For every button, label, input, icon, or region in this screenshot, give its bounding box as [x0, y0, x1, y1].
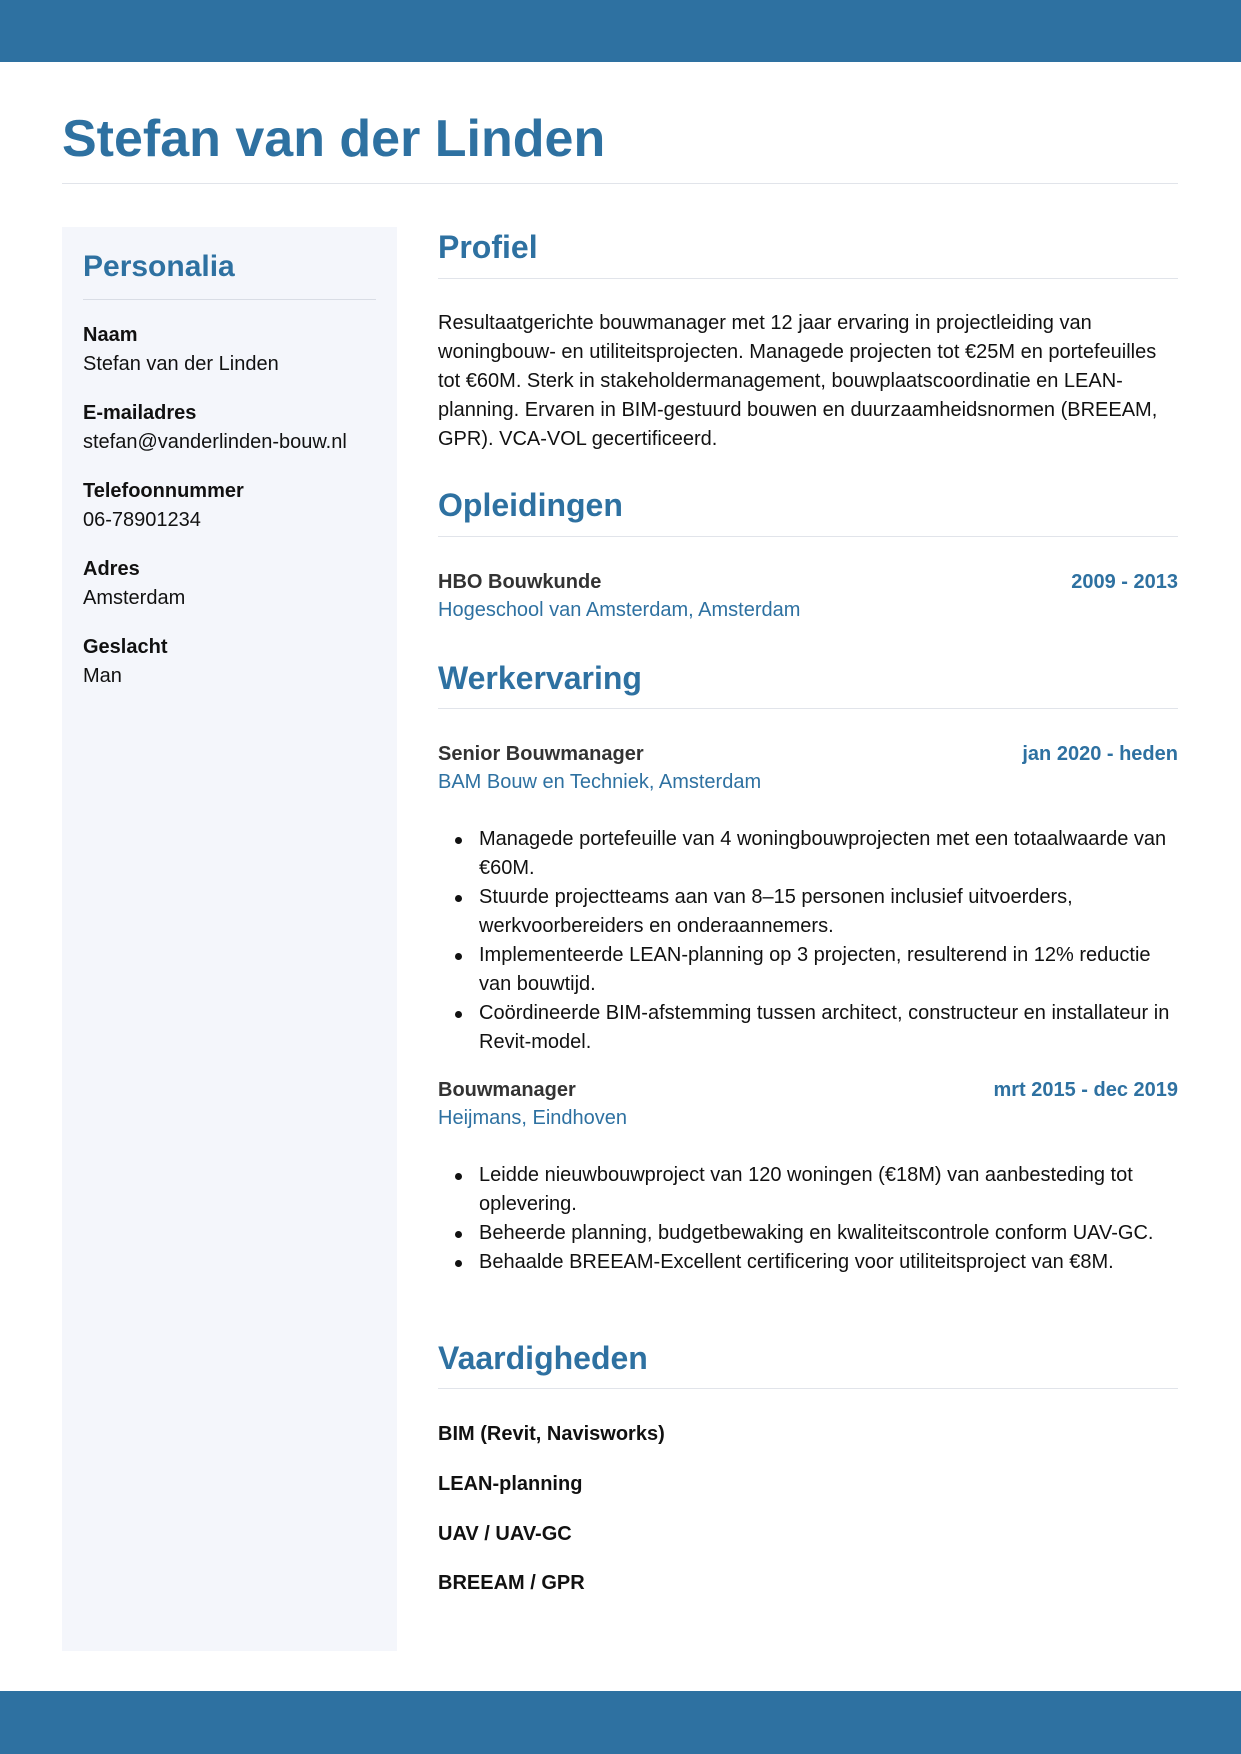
- job-date: mrt 2015 - dec 2019: [993, 1079, 1178, 1101]
- personalia-item-geslacht: [83, 633, 383, 711]
- personalia-value: Stefan van der Linden: [83, 353, 279, 375]
- personalia-value: Man: [83, 665, 122, 687]
- job-bullet: Behaalde BREEAM-Excellent certificering voor utiliteitsproject van €8M.: [438, 1248, 1178, 1277]
- personalia-label: Adres: [83, 558, 140, 580]
- skill-item: UAV / UAV-GC: [438, 1523, 572, 1545]
- personalia-sidebar: [62, 227, 397, 1651]
- education-date: 2009 - 2013: [1071, 571, 1178, 593]
- personalia-item-adres: [83, 555, 383, 633]
- personalia-list: [83, 321, 383, 711]
- personalia-item-telefoon: [83, 477, 383, 555]
- bottom-accent-bar: [0, 1691, 1241, 1754]
- werkervaring-title: Werkervaring: [438, 660, 642, 696]
- skill-item: BIM (Revit, Navisworks): [438, 1423, 665, 1445]
- education-school: Hogeschool van Amsterdam, Amsterdam: [438, 599, 801, 621]
- personalia-title: Personalia: [83, 250, 235, 283]
- header-divider: [62, 183, 1178, 184]
- opleidingen-divider: [438, 536, 1178, 537]
- werkervaring-divider: [438, 708, 1178, 709]
- job-bullet-list: [438, 1161, 1178, 1277]
- job-title: Bouwmanager: [438, 1079, 576, 1101]
- skill-item: BREEAM / GPR: [438, 1572, 585, 1594]
- cv-name: Stefan van der Linden: [62, 110, 606, 168]
- job-bullet: Coördineerde BIM-afstemming tussen architect, constructeur en installateur in Revit-model.: [438, 999, 1178, 1057]
- top-accent-bar: [0, 0, 1241, 62]
- vaardigheden-divider: [438, 1388, 1178, 1389]
- skill-item: LEAN-planning: [438, 1473, 583, 1495]
- job-bullet: Managede portefeuille van 4 woningbouwprojecten met een totaalwaarde van €60M.: [438, 825, 1178, 883]
- job-date: jan 2020 - heden: [1022, 743, 1178, 765]
- job-employer: BAM Bouw en Techniek, Amsterdam: [438, 771, 762, 793]
- job-bullet: Beheerde planning, budgetbewaking en kwaliteitscontrole conform UAV-GC.: [438, 1219, 1178, 1248]
- profiel-title: Profiel: [438, 229, 538, 265]
- personalia-label: Naam: [83, 324, 138, 346]
- job-employer: Heijmans, Eindhoven: [438, 1107, 627, 1129]
- personalia-value: 06-78901234: [83, 509, 201, 531]
- personalia-label: Geslacht: [83, 636, 168, 658]
- profiel-divider: [438, 278, 1178, 279]
- personalia-item-naam: [83, 321, 383, 399]
- job-bullet-list: [438, 825, 1178, 1057]
- personalia-value: stefan@vanderlinden-bouw.nl: [83, 431, 347, 453]
- education-degree: HBO Bouwkunde: [438, 571, 602, 593]
- profiel-text: Resultaatgerichte bouwmanager met 12 jaar ervaring in projectleiding van woningbouw- en utiliteitsprojecten. Managede projecten tot €25M en portefeuilles tot €60M. Sterk in stakeholdermanagement, bouwplaatscoordinatie en LEAN-planning. Ervaren in BIM-gestuurd bouwen en duurzaamheidsnormen (BREEAM, GPR). VCA-VOL gecertificeerd.: [438, 312, 1158, 450]
- job-bullet: Implementeerde LEAN-planning op 3 projecten, resulterend in 12% reductie van bouwtijd.: [438, 941, 1178, 999]
- personalia-divider: [83, 299, 376, 300]
- personalia-label: E-mailadres: [83, 402, 197, 424]
- vaardigheden-title: Vaardigheden: [438, 1340, 648, 1376]
- personalia-item-email: [83, 399, 383, 477]
- job-bullet: Stuurde projectteams aan van 8–15 personen inclusief uitvoerders, werkvoorbereiders en onderaannemers.: [438, 883, 1178, 941]
- job-title: Senior Bouwmanager: [438, 743, 644, 765]
- personalia-value: Amsterdam: [83, 587, 186, 609]
- opleidingen-title: Opleidingen: [438, 487, 623, 523]
- job-bullet: Leidde nieuwbouwproject van 120 woningen (€18M) van aanbesteding tot oplevering.: [438, 1161, 1178, 1219]
- personalia-label: Telefoonnummer: [83, 480, 244, 502]
